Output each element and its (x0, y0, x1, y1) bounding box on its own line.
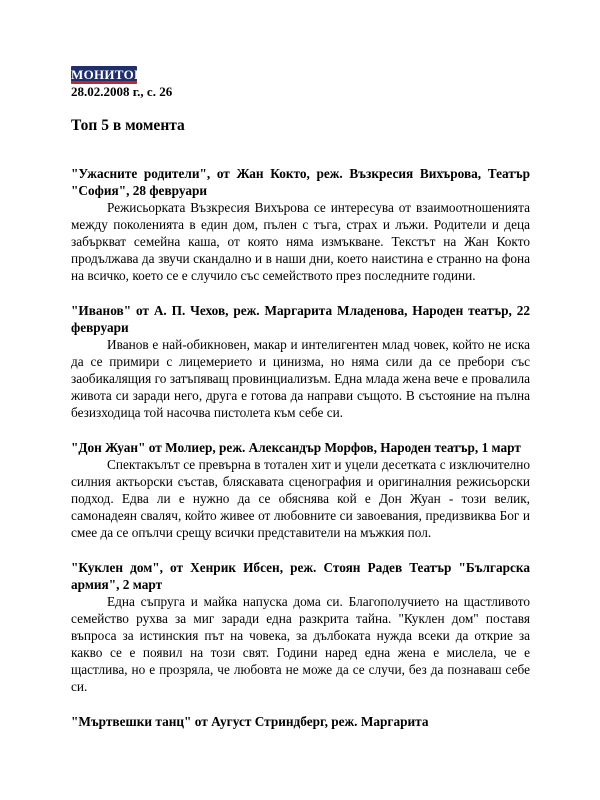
article-body: Една съпруга и майка напуска дома си. Благополучието на щастливото семейство рухва за миг заради една разкрита тайна. "Куклен дом" поставя въпроса за истинския път на човека, за дълбоката нужда всеки да открие за какво се е появил на този свят. Години наред една жена е мислела, че е щастлива, но е прозряла, че любовта не може да се случи, без да познаваш себе си. (71, 594, 530, 694)
article-body: Спектакълът се превърна в тотален хит и уцели десетката с изключително силния актьорски състав, бляскавата сценография и оригиналния режисьорски подход. Едва ли е нужно да се обяснява кой е Дон Жуан - този велик, самонадеян сваляч, който живее от любовните си завоевания, предизвиква Бог и смее да се опълчи срещу всички представители на мъжкия пол. (71, 457, 530, 540)
article-item (71, 165, 530, 284)
article-heading: "Мъртвешки танц" от Аугуст Стриндберг, реж. Маргарита (71, 714, 429, 729)
article-item (71, 439, 530, 541)
dateline: 28.02.2008 г., с. 26 (71, 84, 173, 99)
article-heading: "Ужасните родители", от Жан Кокто, реж. Възкресия Вихърова, Театър "София", 28 февруари (71, 166, 530, 198)
monitor-logo: МОНИТОР (71, 67, 143, 82)
page-title: Топ 5 в момента (71, 117, 185, 134)
article-list (71, 165, 530, 748)
article-body: Иванов е най-обикновен, макар и интелигентен млад човек, който не иска да се примири с лицемерието и цинизма, но няма сили да се пребори със заобикалящия го затъпяващ провинциализъм. Една млада жена вече е провалила живота си заради него, друга е готова да направи същото. В състояние на пълна безизходица той насочва пистолета към себе си. (71, 337, 530, 420)
article-heading: "Дон Жуан" от Молиер, реж. Александър Морфов, Народен театър, 1 март (71, 440, 521, 455)
article-item (71, 302, 530, 421)
article-heading: "Куклен дом", от Хенрик Ибсен, реж. Стоян Радев Театър "Българска армия", 2 март (71, 560, 530, 592)
article-body: Режисьорката Възкресия Вихърова се интересува от взаимоотношенията между поколенията в един дом, пълен с тъга, страх и лъжи. Родители и деца забъркват семейна каша, от която няма измъкване. Текстът на Жан Кокто продължава да звучи скандално и в наши дни, което наистина е странно на фона на всичко, което се е случило със семейството през последните години. (71, 200, 530, 283)
article-item (71, 559, 530, 695)
article-heading: "Иванов" от А. П. Чехов, реж. Маргарита Младенова, Народен театър, 22 февруари (71, 303, 530, 335)
article-item (71, 713, 530, 730)
